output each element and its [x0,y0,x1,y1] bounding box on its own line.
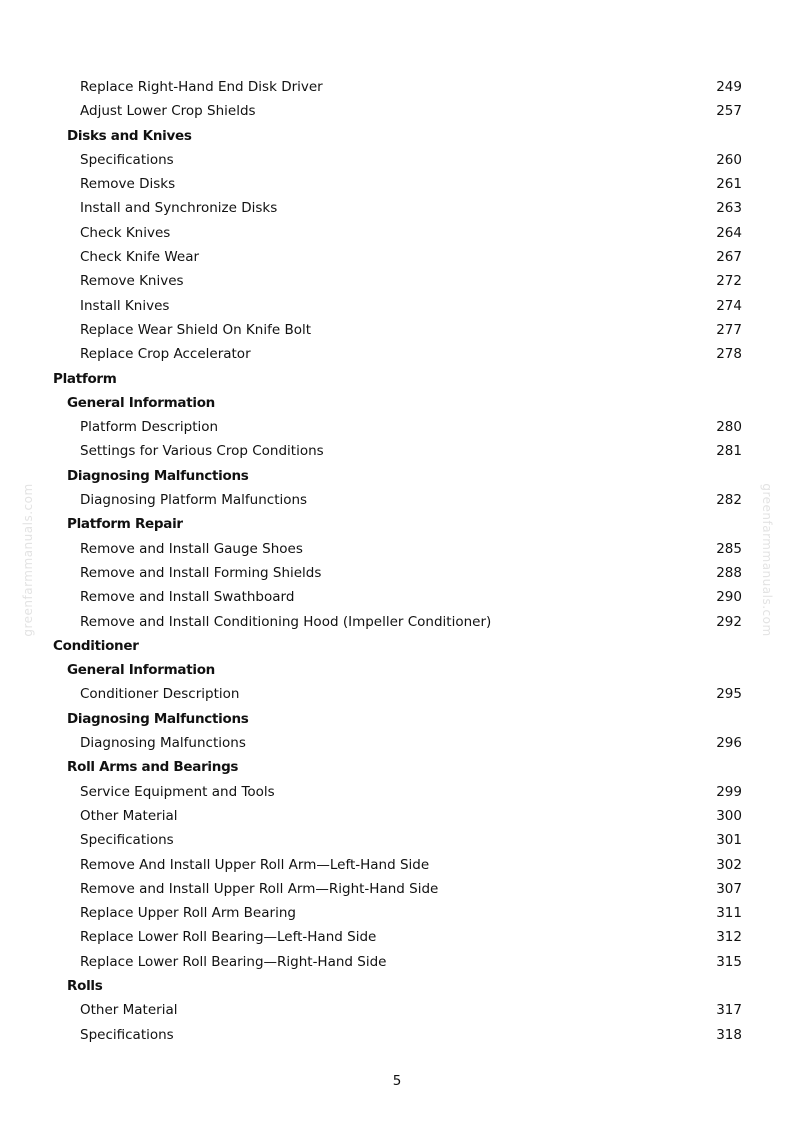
toc-entry[interactable] [0,828,794,852]
toc-entry-title: Platform Description [80,419,219,436]
toc-entry-title: Replace Right-Hand End Disk Driver [80,79,323,95]
toc-entry-page: 312 [716,929,742,946]
toc-entry-title: Specifications [80,1026,174,1043]
toc-entry-title: Adjust Lower Crop Shields [80,103,256,120]
toc-entry-page: 300 [716,807,742,824]
toc-entry-page: 290 [716,589,742,606]
toc-entry-page: 263 [716,200,742,217]
toc-chapter [0,634,794,658]
toc-entry[interactable] [0,610,794,634]
toc-entry-title: Platform [53,370,117,387]
toc-section [0,707,794,731]
toc-entry-page: 315 [716,953,742,970]
toc-entry[interactable] [0,415,794,439]
toc-entry[interactable] [0,804,794,828]
toc-entry-title: Specifications [80,151,174,168]
toc-section [0,124,794,148]
toc-entry-title: Conditioner [53,637,139,654]
toc-entry-title: Install Knives [80,297,170,314]
toc-entry-title: Diagnosing Platform Malfunctions [80,492,308,509]
toc-entry-page: 317 [716,1002,742,1019]
toc-entry[interactable] [0,901,794,925]
toc-entry-page: 261 [716,176,742,193]
toc-entry-title: Conditioner Description [80,686,240,703]
toc-entry-page: 249 [716,79,742,95]
toc-entry-title: Replace Lower Roll Bearing—Left-Hand Side [80,929,377,946]
toc-entry-title: Settings for Various Crop Conditions [80,443,324,460]
toc-chapter [0,367,794,391]
toc-entry-title: Remove Knives [80,273,184,290]
toc-entry-title: Remove Disks [80,176,176,193]
toc-entry[interactable] [0,1023,794,1047]
toc-entry[interactable] [0,998,794,1022]
toc-entry-page: 280 [716,419,742,436]
toc-entry-page: 285 [716,540,742,557]
toc-entry-title: Specifications [80,832,174,849]
watermark-left: greenfarmmanuals.com [21,483,35,637]
toc-entry[interactable] [0,294,794,318]
toc-entry-page: 307 [716,880,742,897]
page-number: 5 [392,1073,402,1089]
toc-entry[interactable] [0,148,794,172]
toc-entry[interactable] [0,221,794,245]
watermark-right: greenfarmmanuals.com [760,483,774,637]
toc-entry-page: 257 [716,103,742,120]
toc-section [0,391,794,415]
toc-entry-page: 311 [716,905,742,922]
toc-entry-page: 281 [716,443,742,460]
toc-entry-title: Replace Crop Accelerator [80,346,251,363]
toc-entry-page: 277 [716,321,742,338]
toc-entry[interactable] [0,731,794,755]
toc-entry-title: Remove and Install Swathboard [80,589,295,606]
toc-entry-title: Diagnosing Malfunctions [80,735,246,752]
table-of-contents [0,75,794,1047]
toc-entry-page: 288 [716,564,742,581]
toc-entry[interactable] [0,925,794,949]
toc-entry-title: Check Knives [80,224,171,241]
toc-entry[interactable] [0,196,794,220]
toc-entry[interactable] [0,99,794,123]
toc-entry[interactable] [0,780,794,804]
toc-entry-page: 301 [716,832,742,849]
toc-entry-title: Remove And Install Upper Roll Arm—Left-Hand Side [80,856,430,873]
toc-entry-title: Remove and Install Upper Roll Arm—Right-Hand Side [80,880,439,897]
toc-entry-page: 260 [716,151,742,168]
toc-entry[interactable] [0,877,794,901]
toc-section [0,464,794,488]
toc-entry-title: Roll Arms and Bearings [67,759,239,776]
toc-entry[interactable] [0,75,794,99]
toc-entry-page: 272 [716,273,742,290]
toc-entry-page: 274 [716,297,742,314]
toc-entry-title: Remove and Install Gauge Shoes [80,540,303,557]
toc-entry-title: Other Material [80,1002,178,1019]
toc-entry[interactable] [0,342,794,366]
toc-entry[interactable] [0,488,794,512]
toc-entry-page: 264 [716,224,742,241]
toc-entry-title: Replace Lower Roll Bearing—Right-Hand Side [80,953,387,970]
toc-entry-page: 267 [716,249,742,266]
toc-entry-page: 318 [716,1026,742,1043]
toc-entry-page: 282 [716,492,742,509]
toc-section [0,755,794,779]
toc-entry-title: Service Equipment and Tools [80,783,275,800]
toc-entry[interactable] [0,950,794,974]
toc-entry[interactable] [0,585,794,609]
toc-entry[interactable] [0,318,794,342]
toc-entry-title: Platform Repair [67,516,183,533]
toc-entry-title: Replace Upper Roll Arm Bearing [80,905,296,922]
toc-entry[interactable] [0,853,794,877]
toc-section [0,974,794,998]
toc-entry-title: Remove and Install Conditioning Hood (Impeller Conditioner) [80,613,492,630]
toc-entry-page: 295 [716,686,742,703]
toc-entry-page: 296 [716,735,742,752]
toc-entry-title: General Information [67,394,215,411]
toc-entry[interactable] [0,561,794,585]
toc-section [0,512,794,536]
toc-entry[interactable] [0,245,794,269]
toc-entry[interactable] [0,537,794,561]
toc-entry-title: Diagnosing Malfunctions [67,467,249,484]
toc-entry-title: Replace Wear Shield On Knife Bolt [80,321,312,338]
toc-entry-title: Other Material [80,807,178,824]
toc-entry-title: Disks and Knives [67,127,192,144]
toc-entry[interactable] [0,682,794,706]
toc-entry-page: 302 [716,856,742,873]
toc-section [0,658,794,682]
toc-entry[interactable] [0,172,794,196]
toc-entry[interactable] [0,269,794,293]
toc-entry-page: 278 [716,346,742,363]
toc-entry-title: Remove and Install Forming Shields [80,564,322,581]
toc-entry-title: Rolls [67,977,103,994]
toc-entry-title: Diagnosing Malfunctions [67,710,249,727]
toc-entry[interactable] [0,439,794,463]
toc-entry-title: Check Knife Wear [80,249,200,266]
toc-entry-page: 299 [716,783,742,800]
toc-entry-page: 292 [716,613,742,630]
toc-entry-title: General Information [67,662,215,679]
toc-entry-title: Install and Synchronize Disks [80,200,278,217]
